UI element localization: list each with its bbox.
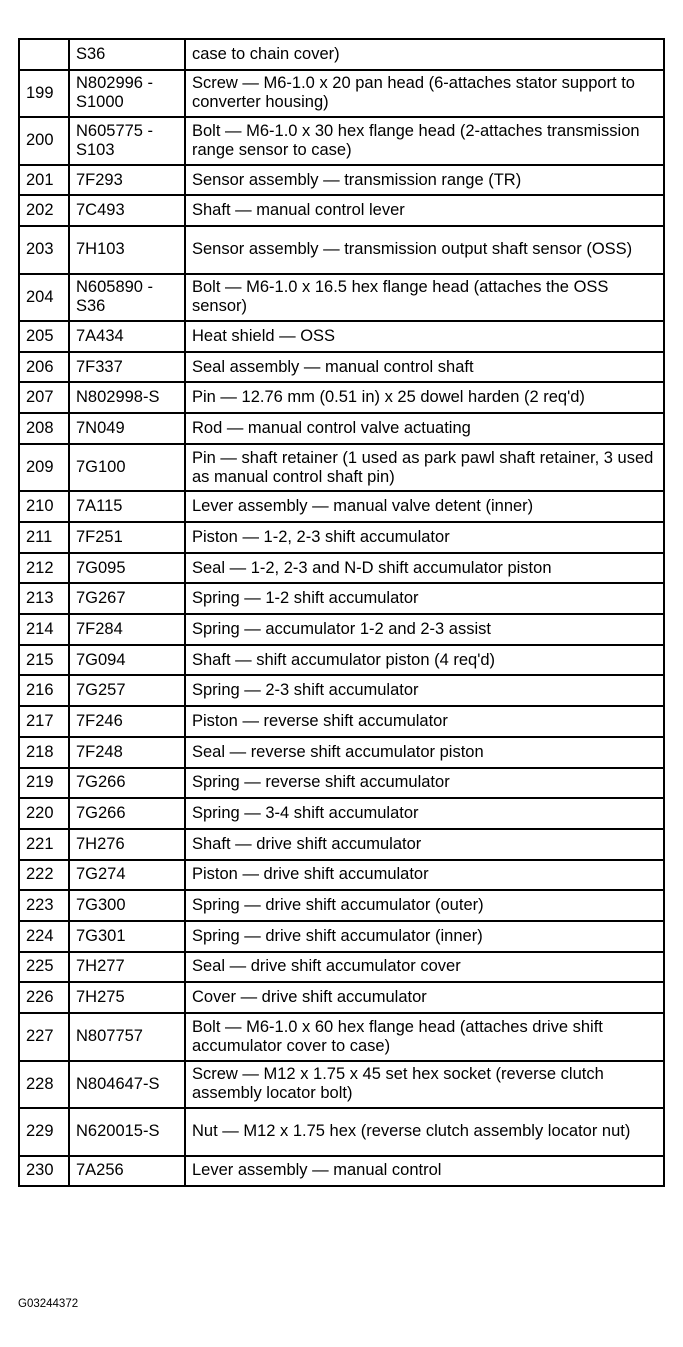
item-number-cell: 213 xyxy=(19,583,69,614)
part-number-cell: N620015-S xyxy=(69,1108,185,1156)
part-number-cell: 7G267 xyxy=(69,583,185,614)
description-cell: Lever assembly — manual valve detent (inner) xyxy=(185,491,664,522)
item-number-cell: 208 xyxy=(19,413,69,444)
description-cell: Sensor assembly — transmission range (TR) xyxy=(185,165,664,196)
table-row xyxy=(19,675,664,706)
description-cell: Screw — M6-1.0 x 20 pan head (6-attaches stator support to converter housing) xyxy=(185,70,664,118)
part-number-cell: 7A115 xyxy=(69,491,185,522)
item-number-cell: 220 xyxy=(19,798,69,829)
table-row xyxy=(19,798,664,829)
description-cell: Screw — M12 x 1.75 x 45 set hex socket (reverse clutch assembly locator bolt) xyxy=(185,1061,664,1109)
item-number-cell xyxy=(19,39,69,70)
description-cell: Pin — shaft retainer (1 used as park pawl shaft retainer, 3 used as manual control shaft pin) xyxy=(185,444,664,492)
table-row xyxy=(19,195,664,226)
part-number-cell: 7C493 xyxy=(69,195,185,226)
table-row xyxy=(19,583,664,614)
part-number-cell: 7A434 xyxy=(69,321,185,352)
part-number-cell: 7F248 xyxy=(69,737,185,768)
description-cell: Spring — drive shift accumulator (outer) xyxy=(185,890,664,921)
item-number-cell: 211 xyxy=(19,522,69,553)
item-number-cell: 204 xyxy=(19,274,69,322)
table-row xyxy=(19,890,664,921)
description-cell: Spring — drive shift accumulator (inner) xyxy=(185,921,664,952)
description-cell: Piston — 1-2, 2-3 shift accumulator xyxy=(185,522,664,553)
description-cell: Shaft — drive shift accumulator xyxy=(185,829,664,860)
table-row xyxy=(19,614,664,645)
part-number-cell: 7G095 xyxy=(69,553,185,584)
part-number-cell: 7F337 xyxy=(69,352,185,383)
description-cell: Heat shield — OSS xyxy=(185,321,664,352)
part-number-cell: N807757 xyxy=(69,1013,185,1061)
item-number-cell: 222 xyxy=(19,860,69,891)
item-number-cell: 210 xyxy=(19,491,69,522)
parts-table xyxy=(18,38,665,1187)
parts-table-body xyxy=(19,39,664,1186)
description-cell: Bolt — M6-1.0 x 16.5 hex flange head (attaches the OSS sensor) xyxy=(185,274,664,322)
part-number-cell: 7H275 xyxy=(69,982,185,1013)
table-row xyxy=(19,553,664,584)
item-number-cell: 218 xyxy=(19,737,69,768)
description-cell: Seal — 1-2, 2-3 and N-D shift accumulator piston xyxy=(185,553,664,584)
part-number-cell: 7F284 xyxy=(69,614,185,645)
description-cell: Seal assembly — manual control shaft xyxy=(185,352,664,383)
table-row xyxy=(19,491,664,522)
table-row xyxy=(19,321,664,352)
item-number-cell: 216 xyxy=(19,675,69,706)
part-number-cell: 7A256 xyxy=(69,1156,185,1187)
part-number-cell: 7H277 xyxy=(69,952,185,983)
description-cell: Rod — manual control valve actuating xyxy=(185,413,664,444)
part-number-cell: 7H103 xyxy=(69,226,185,274)
item-number-cell: 209 xyxy=(19,444,69,492)
table-row xyxy=(19,117,664,165)
item-number-cell: 219 xyxy=(19,768,69,799)
table-row xyxy=(19,645,664,676)
table-row xyxy=(19,382,664,413)
description-cell: Pin — 12.76 mm (0.51 in) x 25 dowel harden (2 req'd) xyxy=(185,382,664,413)
item-number-cell: 215 xyxy=(19,645,69,676)
description-cell: Piston — reverse shift accumulator xyxy=(185,706,664,737)
item-number-cell: 206 xyxy=(19,352,69,383)
part-number-cell: 7G274 xyxy=(69,860,185,891)
part-number-cell: 7G100 xyxy=(69,444,185,492)
item-number-cell: 201 xyxy=(19,165,69,196)
part-number-cell: 7F246 xyxy=(69,706,185,737)
item-number-cell: 214 xyxy=(19,614,69,645)
part-number-cell: 7N049 xyxy=(69,413,185,444)
description-cell: Spring — 1-2 shift accumulator xyxy=(185,583,664,614)
item-number-cell: 228 xyxy=(19,1061,69,1109)
item-number-cell: 227 xyxy=(19,1013,69,1061)
description-cell: Bolt — M6-1.0 x 60 hex flange head (attaches drive shift accumulator cover to case) xyxy=(185,1013,664,1061)
part-number-cell: 7G094 xyxy=(69,645,185,676)
item-number-cell: 212 xyxy=(19,553,69,584)
part-number-cell: S36 xyxy=(69,39,185,70)
part-number-cell: 7G266 xyxy=(69,768,185,799)
part-number-cell: 7G257 xyxy=(69,675,185,706)
table-row xyxy=(19,39,664,70)
table-row xyxy=(19,522,664,553)
description-cell: Sensor assembly — transmission output shaft sensor (OSS) xyxy=(185,226,664,274)
table-row xyxy=(19,982,664,1013)
item-number-cell: 221 xyxy=(19,829,69,860)
item-number-cell: 226 xyxy=(19,982,69,1013)
item-number-cell: 230 xyxy=(19,1156,69,1187)
description-cell: Lever assembly — manual control xyxy=(185,1156,664,1187)
table-row xyxy=(19,1013,664,1061)
table-row xyxy=(19,444,664,492)
table-row xyxy=(19,352,664,383)
item-number-cell: 224 xyxy=(19,921,69,952)
item-number-cell: 223 xyxy=(19,890,69,921)
part-number-cell: 7G300 xyxy=(69,890,185,921)
item-number-cell: 207 xyxy=(19,382,69,413)
description-cell: Piston — drive shift accumulator xyxy=(185,860,664,891)
table-row xyxy=(19,921,664,952)
part-number-cell: N802996 - S1000 xyxy=(69,70,185,118)
part-number-cell: N605775 - S103 xyxy=(69,117,185,165)
part-number-cell: N804647-S xyxy=(69,1061,185,1109)
description-cell: Seal — reverse shift accumulator piston xyxy=(185,737,664,768)
description-cell: Nut — M12 x 1.75 hex (reverse clutch assembly locator nut) xyxy=(185,1108,664,1156)
description-cell: Spring — 3-4 shift accumulator xyxy=(185,798,664,829)
table-row xyxy=(19,1156,664,1187)
table-row xyxy=(19,1061,664,1109)
item-number-cell: 205 xyxy=(19,321,69,352)
part-number-cell: N605890 - S36 xyxy=(69,274,185,322)
item-number-cell: 225 xyxy=(19,952,69,983)
item-number-cell: 229 xyxy=(19,1108,69,1156)
table-row xyxy=(19,1108,664,1156)
part-number-cell: 7G301 xyxy=(69,921,185,952)
table-row xyxy=(19,768,664,799)
item-number-cell: 203 xyxy=(19,226,69,274)
item-number-cell: 202 xyxy=(19,195,69,226)
table-row xyxy=(19,706,664,737)
table-row xyxy=(19,829,664,860)
description-cell: Spring — accumulator 1-2 and 2-3 assist xyxy=(185,614,664,645)
item-number-cell: 217 xyxy=(19,706,69,737)
table-row xyxy=(19,70,664,118)
table-row xyxy=(19,860,664,891)
description-cell: Spring — 2-3 shift accumulator xyxy=(185,675,664,706)
table-row xyxy=(19,165,664,196)
description-cell: Bolt — M6-1.0 x 30 hex flange head (2-attaches transmission range sensor to case) xyxy=(185,117,664,165)
part-number-cell: N802998-S xyxy=(69,382,185,413)
table-row xyxy=(19,413,664,444)
description-cell: Seal — drive shift accumulator cover xyxy=(185,952,664,983)
part-number-cell: 7H276 xyxy=(69,829,185,860)
table-row xyxy=(19,226,664,274)
table-row xyxy=(19,737,664,768)
table-row xyxy=(19,274,664,322)
description-cell: case to chain cover) xyxy=(185,39,664,70)
part-number-cell: 7F251 xyxy=(69,522,185,553)
part-number-cell: 7F293 xyxy=(69,165,185,196)
item-number-cell: 199 xyxy=(19,70,69,118)
description-cell: Shaft — shift accumulator piston (4 req'd) xyxy=(185,645,664,676)
description-cell: Spring — reverse shift accumulator xyxy=(185,768,664,799)
description-cell: Cover — drive shift accumulator xyxy=(185,982,664,1013)
item-number-cell: 200 xyxy=(19,117,69,165)
part-number-cell: 7G266 xyxy=(69,798,185,829)
figure-id: G03244372 xyxy=(18,1298,79,1310)
description-cell: Shaft — manual control lever xyxy=(185,195,664,226)
table-row xyxy=(19,952,664,983)
